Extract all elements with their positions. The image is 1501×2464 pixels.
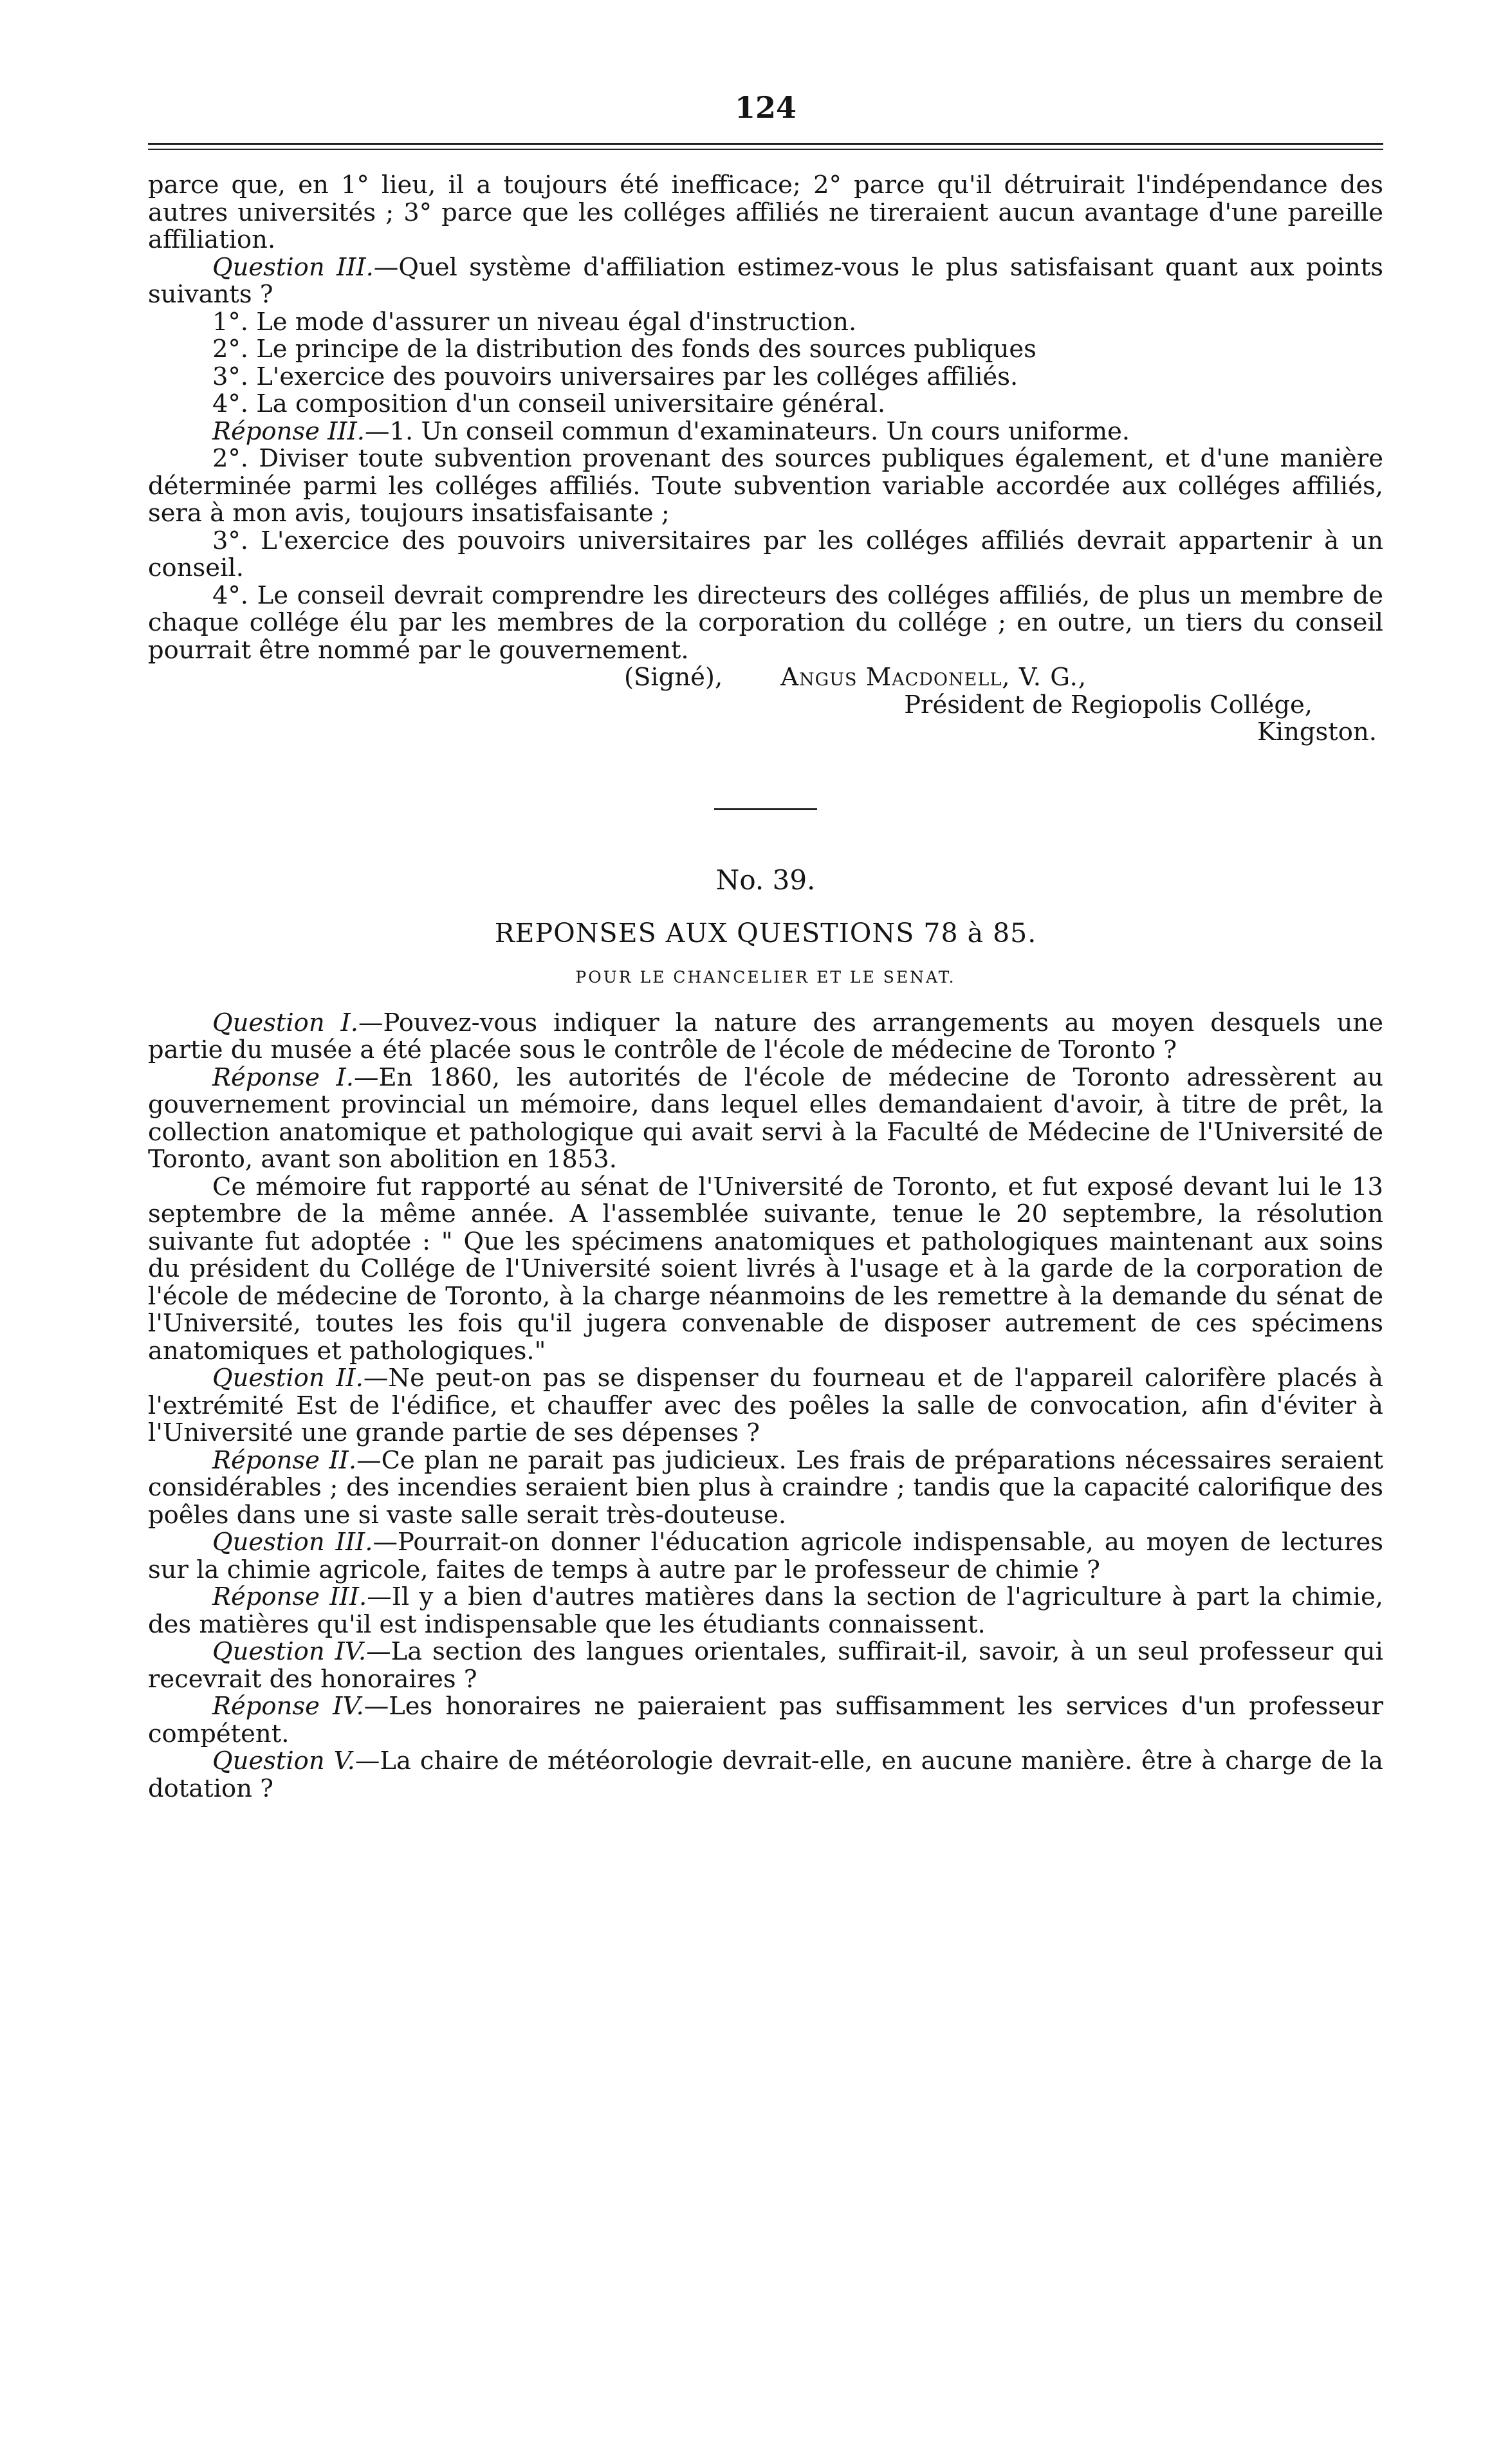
section-subheading: POUR LE CHANCELIER ET LE SENAT. <box>575 967 956 987</box>
document-page <box>148 90 1383 1802</box>
question-label: Question II. <box>212 1364 364 1393</box>
section-heading: REPONSES AUX QUESTIONS 78 à 85. <box>494 917 1037 949</box>
question-text: —Quel système d'affiliation estimez-vous le plus satisfaisant quant aux points suivants ? <box>148 252 1383 309</box>
signatory-name: Angus Macdonell, V. G., <box>780 663 1087 692</box>
section-response-3 <box>148 1584 1383 1638</box>
opening-paragraph: parce que, en 1° lieu, il a toujours été inefficace; 2° parce qu'il détruirait l'indépendance des autres universités ; 3° parce que les colléges affiliés ne tireraient aucun avantage d'une pareille affiliation. <box>148 171 1383 254</box>
response-label: Réponse IV. <box>212 1692 364 1721</box>
header-rule <box>148 143 1383 145</box>
point-4: 4°. La composition d'un conseil universitaire général. <box>212 389 886 418</box>
question-text: —La chaire de météorologie devrait-elle, en aucune manière. être à charge de la dotation ? <box>148 1746 1383 1803</box>
question-text: —Pourrait-on donner l'éducation agricole indispensable, au moyen de lectures sur la chimie agricole, faites de temps à autre par le professeur de chimie ? <box>148 1528 1384 1584</box>
question-text: —La section des langues orientales, suffirait-il, savoir, à un seul professeur qui recevrait des honoraires ? <box>148 1637 1383 1694</box>
response-label: Réponse II. <box>212 1445 357 1475</box>
section-response-1 <box>148 1064 1383 1174</box>
question-text: —Pouvez-vous indiquer la nature des arrangements au moyen desquels une partie du musée a été placée sous le contrôle de l'école de médecine de Toronto ? <box>148 1008 1383 1064</box>
signature-block <box>148 664 1383 746</box>
question-label: Question V. <box>212 1746 355 1775</box>
response-3-point-4: 4°. Le conseil devrait comprendre les directeurs des colléges affiliés, de plus un membre de chaque collége élu par les membres de la corporation du collége ; en outre, un tiers du conseil pourrait être nommé par le gouvernement. <box>148 580 1383 665</box>
section-question-2 <box>148 1365 1383 1447</box>
question-text: —Ne peut-on pas se dispenser du fourneau et de l'appareil calorifère placés à l'extrémité Est de l'édifice, et chauffer avec des poêles la salle de convocation, afin d'éviter à l'Université une grande partie de ses dépenses ? <box>148 1364 1384 1447</box>
question-label: Question III. <box>212 252 374 282</box>
response-text: —1. Un conseil commun d'examinateurs. Un cours uniforme. <box>365 416 1130 446</box>
header-rule-thin <box>148 149 1383 150</box>
response-label: Réponse III. <box>212 416 365 446</box>
question-label: Question IV. <box>212 1637 367 1666</box>
section-question-1 <box>148 1010 1383 1064</box>
response-3-point-2: 2°. Diviser toute subvention provenant des sources publiques également, et d'une manière déterminée parmi les colléges affiliés. Toute subvention variable accordée aux colléges affiliés, sera à mon avis, toujours insatisfaisante ; <box>148 444 1383 528</box>
response-text: —Ce plan ne parait pas judicieux. Les frais de préparations nécessaires seraient considérables ; des incendies seraient bien plus à craindre ; tandis que la capacité calorifique des poêles dans une si vaste salle serait très-douteuse. <box>148 1445 1384 1530</box>
section-question-4 <box>148 1638 1383 1693</box>
response-label: Réponse III. <box>212 1582 367 1611</box>
signature-line <box>148 664 1383 692</box>
signatory-place: Kingston. <box>1257 718 1377 746</box>
signed-label: (Signé), <box>624 663 723 692</box>
point-3: 3°. L'exercice des pouvoirs universaires par les colléges affiliés. <box>212 362 1018 391</box>
section-number: No. 39. <box>715 864 816 896</box>
section-response-2 <box>148 1447 1383 1530</box>
response-3-point-3: 3°. L'exercice des pouvoirs universitaires par les colléges affiliés devrait appartenir à un conseil. <box>148 526 1383 582</box>
page-number: 124 <box>734 90 797 125</box>
section-response-1-continued: Ce mémoire fut rapporté au sénat de l'Université de Toronto, et fut exposé devant lui le 13 septembre de la même année. A l'assemblée suivante, tenue le 20 septembre, la résolution suivante fut adoptée : " Que les spécimens anatomiques et pathologiques maintenant aux soins du président du Collége de l'Université soient livrés à l'usage et à la garde de la corporation de l'école de médecine de Toronto, à la charge néanmoins de les remettre à la demande du sénat de l'Université, toutes les fois qu'il jugera convenable de disposer autrement de ces spécimens anatomiques et pathologiques." <box>148 1172 1383 1366</box>
response-3-paragraph <box>148 418 1383 446</box>
question-3-paragraph <box>148 254 1383 309</box>
question-label: Question I. <box>212 1008 358 1037</box>
question-label: Question III. <box>212 1528 373 1557</box>
response-text: —Les honoraires ne paieraient pas suffisamment les services d'un professeur compétent. <box>148 1692 1383 1748</box>
section-question-5 <box>148 1748 1383 1802</box>
point-2: 2°. Le principe de la distribution des fonds des sources publiques <box>212 335 1036 364</box>
response-label: Réponse I. <box>212 1062 354 1092</box>
response-text: —En 1860, les autorités de l'école de médecine de Toronto adressèrent au gouvernement provincial un mémoire, dans lequel elles demandaient d'avoir, à titre de prêt, la collection anatomique et pathologique qui avait servi à la Faculté de Médecine de l'Université de Toronto, avant son abolition en 1853. <box>148 1062 1383 1174</box>
section-divider <box>714 808 817 810</box>
section-response-4 <box>148 1693 1383 1748</box>
response-text: —Il y a bien d'autres matières dans la section de l'agriculture à part la chimie, des matières qu'il est indispensable que les étudiants connaissent. <box>148 1582 1383 1639</box>
section-question-3 <box>148 1529 1383 1584</box>
point-1: 1°. Le mode d'assurer un niveau égal d'instruction. <box>212 307 857 337</box>
signatory-title: Président de Regiopolis Collége, <box>904 690 1312 719</box>
